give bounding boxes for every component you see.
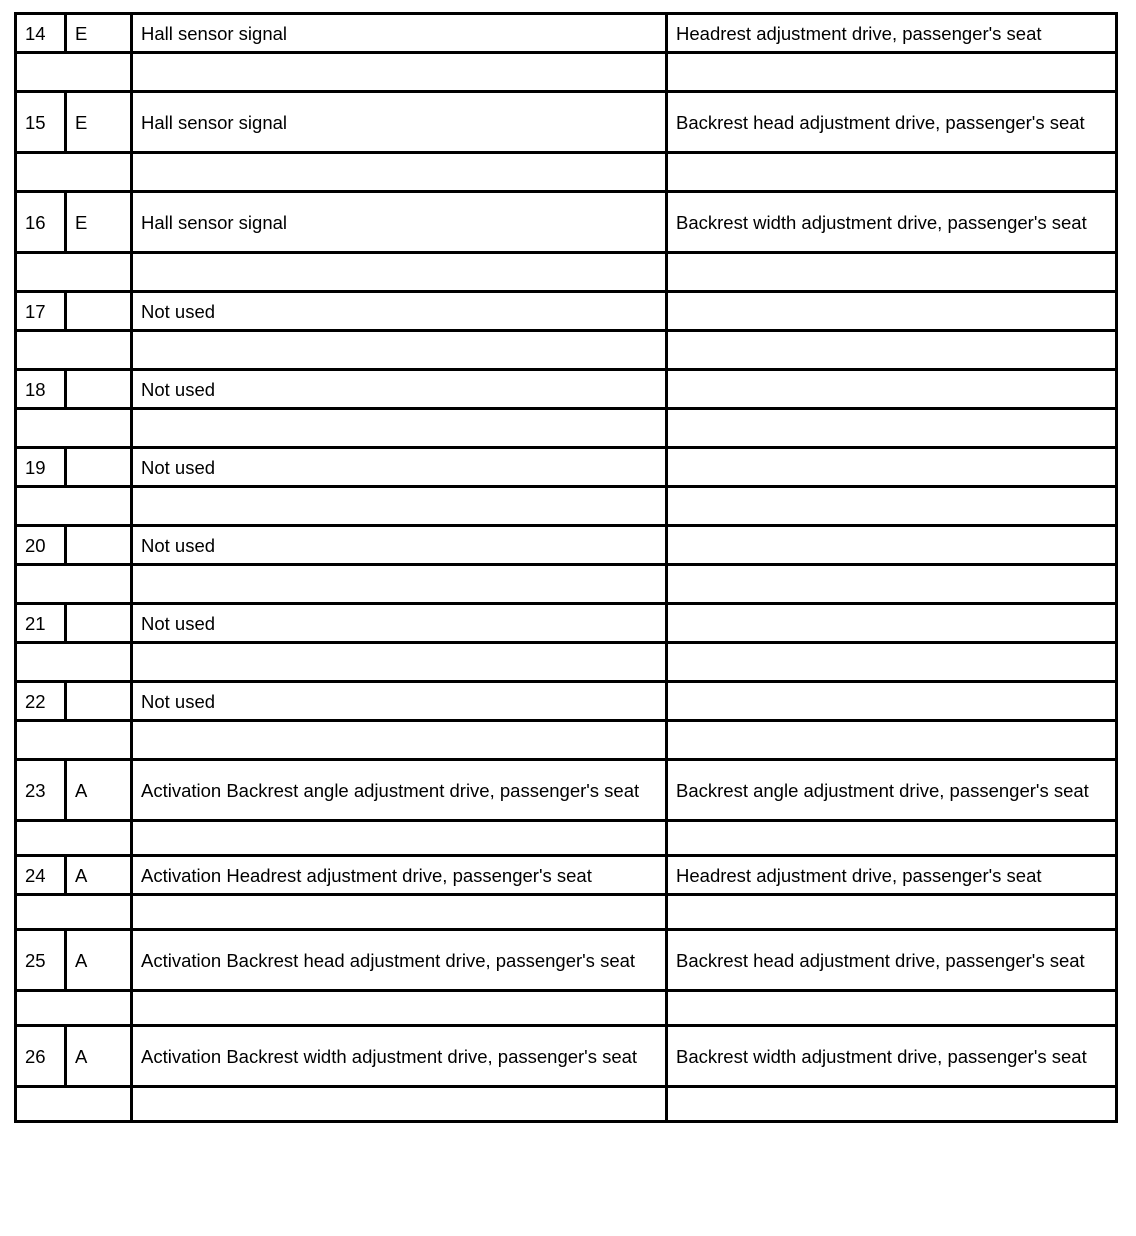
component-cell [667,292,1117,331]
spacer-cell [16,153,132,192]
spacer-cell [667,409,1117,448]
description-cell: Not used [132,526,667,565]
spacer-row [16,153,1117,192]
pin-number-cell: 14 [16,14,66,53]
spacer-cell [667,991,1117,1026]
pin-number-cell: 20 [16,526,66,565]
description-cell: Hall sensor signal [132,92,667,153]
spacer-cell [16,53,132,92]
spacer-cell [16,253,132,292]
spacer-cell [132,721,667,760]
spacer-cell [16,643,132,682]
component-cell: Headrest adjustment drive, passenger's seat [667,856,1117,895]
spacer-cell [132,253,667,292]
spacer-cell [667,487,1117,526]
spacer-cell [667,153,1117,192]
spacer-cell [16,565,132,604]
spacer-row [16,643,1117,682]
spacer-cell [16,821,132,856]
pin-number-cell: 21 [16,604,66,643]
spacer-row [16,331,1117,370]
spacer-row [16,565,1117,604]
pin-number-cell: 16 [16,192,66,253]
pin-row [16,930,1117,991]
spacer-row [16,721,1117,760]
description-cell: Activation Backrest width adjustment drive, passenger's seat [132,1026,667,1087]
pin-number-cell: 15 [16,92,66,153]
spacer-cell [667,565,1117,604]
description-cell: Hall sensor signal [132,192,667,253]
description-cell: Not used [132,604,667,643]
spacer-cell [132,409,667,448]
description-cell: Activation Headrest adjustment drive, passenger's seat [132,856,667,895]
component-cell [667,682,1117,721]
spacer-cell [667,721,1117,760]
spacer-cell [16,331,132,370]
signal-direction-cell: A [66,930,132,991]
signal-direction-cell [66,682,132,721]
component-cell: Backrest width adjustment drive, passenger's seat [667,1026,1117,1087]
spacer-cell [667,53,1117,92]
pin-table-body [16,14,1117,1122]
spacer-cell [132,643,667,682]
spacer-row [16,253,1117,292]
pin-number-cell: 22 [16,682,66,721]
signal-direction-cell: A [66,856,132,895]
pin-number-cell: 18 [16,370,66,409]
spacer-row [16,487,1117,526]
pin-row [16,448,1117,487]
spacer-row [16,409,1117,448]
component-cell: Backrest angle adjustment drive, passenger's seat [667,760,1117,821]
signal-direction-cell [66,526,132,565]
signal-direction-cell: E [66,92,132,153]
component-cell: Headrest adjustment drive, passenger's seat [667,14,1117,53]
spacer-cell [16,991,132,1026]
pin-number-cell: 19 [16,448,66,487]
pin-number-cell: 25 [16,930,66,991]
spacer-cell [16,895,132,930]
pin-row [16,604,1117,643]
component-cell: Backrest width adjustment drive, passenger's seat [667,192,1117,253]
pin-row [16,760,1117,821]
spacer-cell [132,821,667,856]
spacer-row [16,53,1117,92]
spacer-cell [16,409,132,448]
pin-row [16,292,1117,331]
spacer-row [16,821,1117,856]
spacer-cell [667,643,1117,682]
spacer-cell [132,991,667,1026]
spacer-cell [667,253,1117,292]
pin-row [16,682,1117,721]
component-cell [667,604,1117,643]
pin-row [16,92,1117,153]
pin-row [16,526,1117,565]
pin-number-cell: 26 [16,1026,66,1087]
component-cell: Backrest head adjustment drive, passenger's seat [667,92,1117,153]
pin-number-cell: 17 [16,292,66,331]
spacer-cell [132,487,667,526]
description-cell: Hall sensor signal [132,14,667,53]
signal-direction-cell [66,370,132,409]
signal-direction-cell [66,604,132,643]
signal-direction-cell [66,448,132,487]
spacer-cell [667,1087,1117,1122]
spacer-row [16,895,1117,930]
pin-row [16,1026,1117,1087]
description-cell: Activation Backrest head adjustment drive, passenger's seat [132,930,667,991]
spacer-cell [132,331,667,370]
pin-number-cell: 23 [16,760,66,821]
spacer-cell [16,1087,132,1122]
component-cell: Backrest head adjustment drive, passenger's seat [667,930,1117,991]
description-cell: Not used [132,682,667,721]
description-cell: Not used [132,448,667,487]
spacer-cell [132,1087,667,1122]
spacer-cell [132,153,667,192]
signal-direction-cell [66,292,132,331]
signal-direction-cell: E [66,192,132,253]
spacer-cell [132,53,667,92]
pin-number-cell: 24 [16,856,66,895]
description-cell: Activation Backrest angle adjustment drive, passenger's seat [132,760,667,821]
spacer-cell [667,331,1117,370]
spacer-cell [667,895,1117,930]
spacer-cell [667,821,1117,856]
spacer-cell [16,721,132,760]
spacer-row [16,1087,1117,1122]
component-cell [667,448,1117,487]
component-cell [667,370,1117,409]
spacer-cell [16,487,132,526]
description-cell: Not used [132,292,667,331]
spacer-cell [132,895,667,930]
pin-row [16,856,1117,895]
pin-row [16,370,1117,409]
spacer-cell [132,565,667,604]
signal-direction-cell: A [66,760,132,821]
pin-assignment-table [14,12,1118,1123]
pin-assignment-page [14,12,1115,1123]
signal-direction-cell: E [66,14,132,53]
description-cell: Not used [132,370,667,409]
pin-row [16,192,1117,253]
spacer-row [16,991,1117,1026]
signal-direction-cell: A [66,1026,132,1087]
pin-row [16,14,1117,53]
component-cell [667,526,1117,565]
